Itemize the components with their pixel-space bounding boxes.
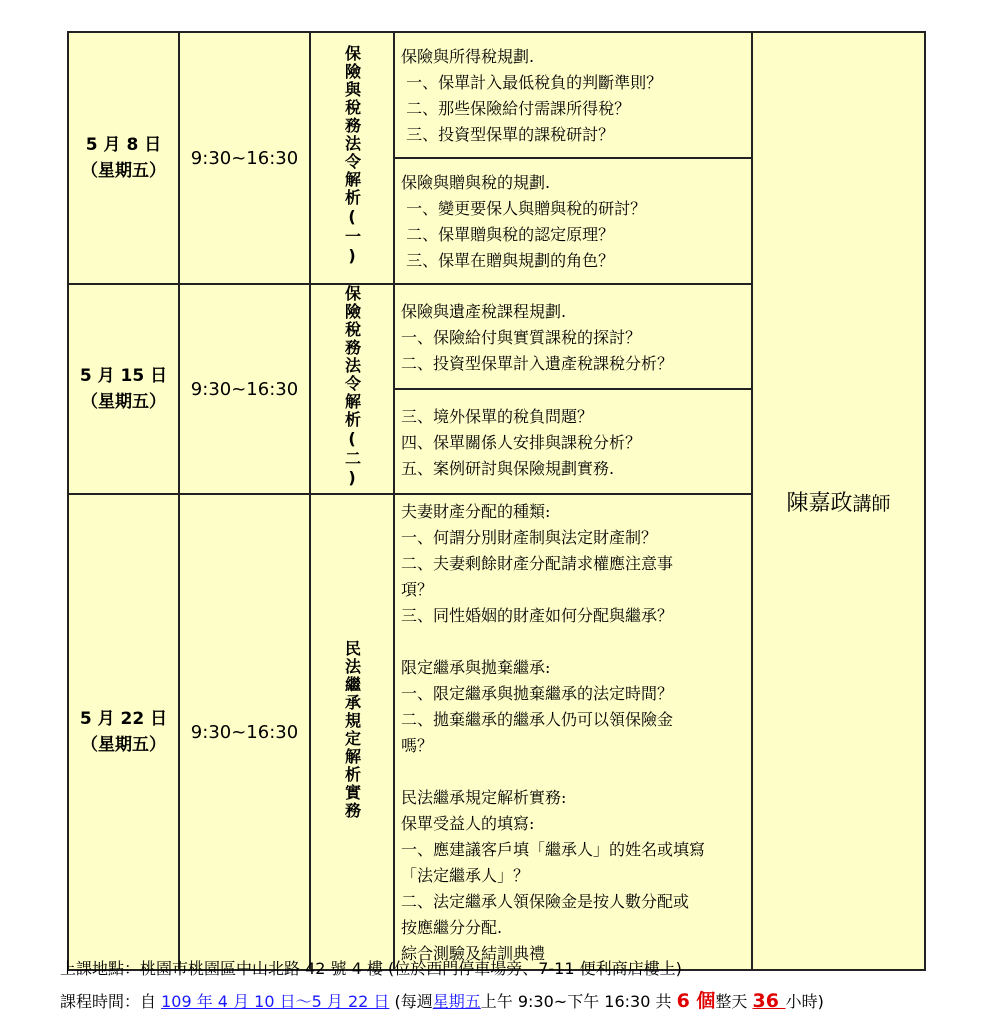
time-text: (每週 xyxy=(389,992,433,1011)
row-date-cell xyxy=(68,32,179,284)
row-date-cell xyxy=(68,494,179,970)
content-line: 三、投資型保單的課稅研討？ xyxy=(401,125,615,144)
row-weekday: （星期五） xyxy=(81,735,166,755)
content-line: 五、案例研討與保險規劃實務. xyxy=(401,458,615,478)
footer-time xyxy=(60,986,824,1013)
content-line: 三、保單在贈與規劃的角色？ xyxy=(401,251,615,270)
content-line: 限定繼承與拋棄繼承: xyxy=(401,658,551,677)
content-line: 「法定繼承人」？ xyxy=(401,866,530,885)
content-line: 二、投資型保單計入遺產稅課稅分析？ xyxy=(401,353,674,373)
hour-count: 36 xyxy=(752,990,786,1012)
teacher-cell xyxy=(752,32,925,970)
content-line: 嗎？ xyxy=(401,736,434,755)
content-line: 保單受益人的填寫: xyxy=(401,814,535,833)
content-line: 保險與贈與稅的規劃. xyxy=(401,173,551,192)
row-time: 9:30~16:30 xyxy=(179,32,310,284)
content-line: 項？ xyxy=(401,580,434,599)
content-line: 綜合測驗及結訓典禮 xyxy=(401,944,546,963)
content-line: 二、夫妻剩餘財產分配請求權應注意事 xyxy=(401,554,674,573)
row-subject: 保險與稅務法令解析(一) xyxy=(342,45,362,267)
footer-location xyxy=(60,956,682,979)
time-text: 小時) xyxy=(785,992,824,1011)
content-line: 一、變更要保人與贈與稅的研討？ xyxy=(401,199,647,218)
row-weekday: （星期五） xyxy=(81,161,166,181)
row-date: 5 月 8 日 xyxy=(85,135,162,155)
row-time: 9:30~16:30 xyxy=(179,284,310,494)
time-text: 整天 xyxy=(715,992,753,1011)
blank-line xyxy=(401,759,747,785)
teacher-title: 講師 xyxy=(852,492,891,515)
row-weekday: （星期五） xyxy=(81,392,166,412)
row-subject-cell xyxy=(310,494,394,970)
content-block xyxy=(394,494,752,970)
content-line: 一、何謂分別財產制與法定財產制？ xyxy=(401,528,658,547)
row-date: 5 月 15 日 xyxy=(79,366,168,386)
content-block xyxy=(394,389,752,494)
row-subject: 保險稅務法令解析(二) xyxy=(342,285,362,489)
content-block xyxy=(394,32,752,158)
row-subject-cell xyxy=(310,284,394,494)
row-subject-cell xyxy=(310,32,394,284)
content-line: 一、限定繼承與拋棄繼承的法定時間？ xyxy=(401,684,674,703)
content-line: 二、那些保險給付需課所得稅？ xyxy=(401,99,631,118)
day-count: 6 個 xyxy=(676,990,716,1012)
content-line: 夫妻財產分配的種類: xyxy=(401,502,551,521)
schedule-table xyxy=(67,31,926,971)
content-line: 二、保單贈與稅的認定原理？ xyxy=(401,225,615,244)
content-line: 二、拋棄繼承的繼承人仍可以領保險金 xyxy=(401,710,674,729)
content-line: 保險與所得稅規劃. xyxy=(401,47,535,66)
location-label: 上課地點： xyxy=(60,959,141,978)
blank-line xyxy=(401,629,747,655)
content-line: 三、境外保單的稅負問題？ xyxy=(401,406,594,426)
content-line: 一、保單計入最低稅負的判斷準則？ xyxy=(401,73,663,92)
content-block xyxy=(394,284,752,389)
teacher-name: 陳嘉政 xyxy=(786,490,853,516)
row-date: 5 月 22 日 xyxy=(79,709,168,729)
content-line: 保險與遺產稅課程規劃. xyxy=(401,301,567,321)
content-block xyxy=(394,158,752,284)
content-line: 三、同性婚姻的財產如何分配與繼承？ xyxy=(401,606,674,625)
row-date-cell xyxy=(68,284,179,494)
date-range: 109 年 4 月 10 日～5 月 22 日 xyxy=(161,992,390,1011)
time-label: 課程時間：自 xyxy=(60,992,162,1011)
content-line: 四、保單關係人安排與課稅分析？ xyxy=(401,432,642,452)
content-line: 按應繼分分配. xyxy=(401,918,503,937)
content-line: 民法繼承規定解析實務: xyxy=(401,788,567,807)
content-line: 一、應建議客戶填「繼承人」的姓名或填寫 xyxy=(401,840,706,859)
row-subject: 民法繼承規定解析實務 xyxy=(342,640,362,820)
content-line: 二、法定繼承人領保險金是按人數分配或 xyxy=(401,892,690,911)
location-text: 桃園市桃園區中山北路 42 號 4 樓 (位於西門停車場旁、7-11 便利商店樓上) xyxy=(140,959,682,978)
content-line: 一、保險給付與實質課稅的探討？ xyxy=(401,327,642,347)
time-text: 上午 9:30~下午 16:30 共 xyxy=(480,992,677,1011)
weekday-text: 星期五 xyxy=(432,992,481,1011)
row-time: 9:30~16:30 xyxy=(179,494,310,970)
